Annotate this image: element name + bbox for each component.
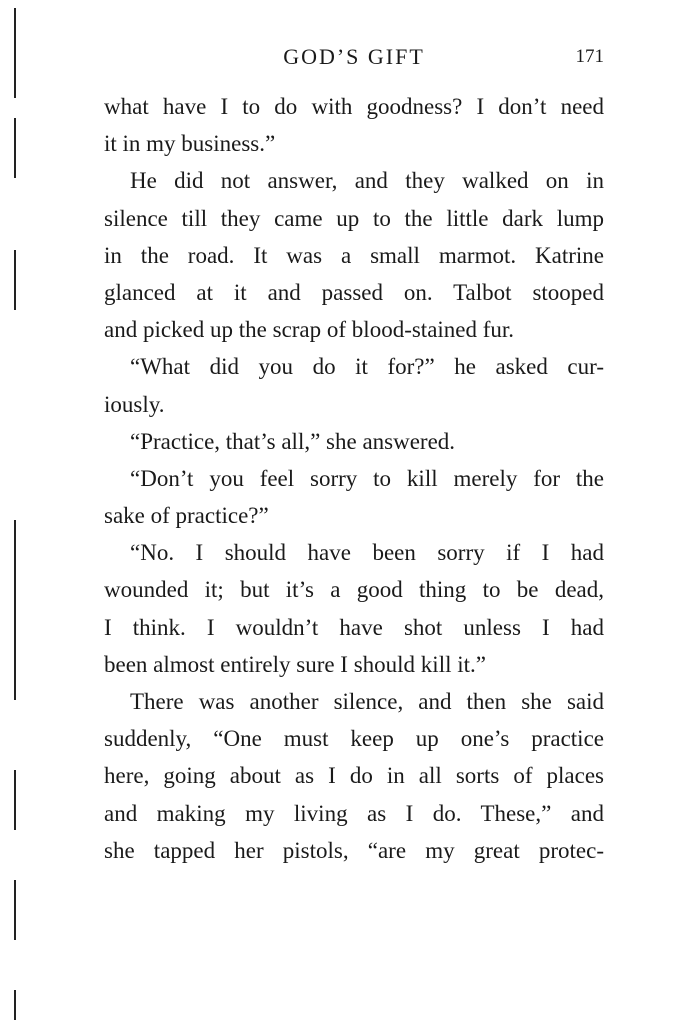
text-line: it in my business.” [104, 131, 276, 157]
text-line: There was another silence, and then she said [130, 689, 604, 714]
text-line: wounded it; but it’s a good thing to be dead, [104, 577, 604, 603]
text-line: and making my living as I do. These,” and [104, 800, 604, 826]
text-line: been almost entirely sure I should kill it.” [104, 651, 486, 677]
text-line: I think. I wouldn’t have shot unless I had [104, 614, 604, 640]
gutter-line [14, 520, 16, 700]
running-head [104, 44, 604, 74]
text-line: silence till they came up to the little dark lump [104, 205, 604, 231]
text-line: iously. [104, 391, 165, 417]
scan-gutter [0, 0, 30, 1036]
text-line: “What did you do it for?” he asked cur- [130, 354, 604, 380]
text-line: in the road. It was a small marmot. Katrine [104, 242, 604, 268]
text-line: glanced at it and passed on. Talbot stooped [104, 279, 604, 305]
text-line: “No. I should have been sorry if I had [130, 540, 604, 566]
gutter-line [14, 990, 16, 1020]
text-line: He did not answer, and they walked on in [130, 168, 604, 194]
body-text [104, 88, 604, 869]
text-line: here, going about as I do in all sorts of places [104, 763, 604, 789]
text-line: and picked up the scrap of blood-stained fur. [104, 317, 515, 343]
gutter-line [14, 250, 16, 310]
page-number: 171 [575, 46, 604, 67]
gutter-line [14, 880, 16, 940]
gutter-line [14, 118, 16, 178]
gutter-line [14, 8, 16, 98]
text-line: sake of practice?” [104, 503, 269, 529]
text-line: suddenly, “One must keep up one’s practice [104, 726, 604, 752]
text-line: “Don’t you feel sorry to kill merely for the [130, 465, 604, 491]
gutter-line [14, 770, 16, 830]
text-line: “Practice, that’s all,” she answered. [130, 428, 456, 454]
chapter-title: GOD’S GIFT [283, 44, 425, 69]
text-line: she tapped her pistols, “are my great protec- [104, 837, 604, 863]
text-line: what have I to do with goodness? I don’t need [104, 94, 604, 119]
